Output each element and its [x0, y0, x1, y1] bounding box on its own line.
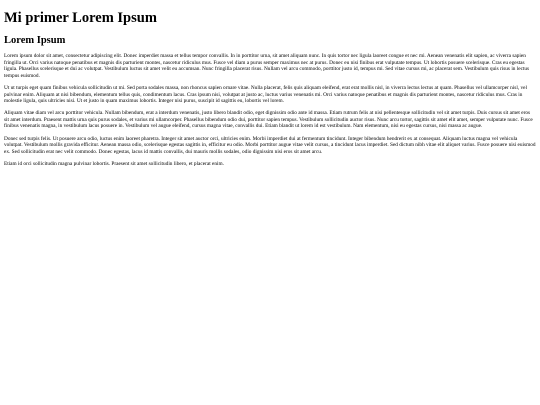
paragraph-3: Aliquam vitae diam vel arcu porttitor vehicula. Nullam bibendum, erat a interdum venenatis, justo libero blandit odio, eget dignissim odio ante id massa. Etiam rutrum felis at nisi pellentesque sollicitudin vel sit amet turpis. Duis cursus sit amet eros sit amet interdum. Praesent mattis urna quis purus sodales, et varius mi ullamcorper. Phasellus bibendum odio dui, porttitor sapien tempus. Vestibulum sollicitudin auctor risus. Nunc arcu tortor, sagittis sit amet elit amet, semper vulputate nunc. Fusce finibus venenatis magna, in vestibulum lacus posuere in. Vestibulum vel augue eleifend, cursus magna vitae, convallis dui. Etiam blandit ut lorem id est vestibulum. Nam elementum, nisi eu egestas cursus, nisi massa ac augue.	[4, 110, 533, 130]
page-title: Mi primer Lorem Ipsum	[4, 10, 157, 26]
paragraph-2: Ut ut turpis eget quam finibus vehicula sollicitudin ut mi. Sed porta sodales massa, non rhoncus sapien ornare vitae. Nulla placerat, felis quis aliquam eleifend, erat erat mollis nisl, in viverra lectus lectus at quam. Phasellus vel ullamcorper nisl, vel pulvinar enim. Aliquam at nisi bibendum, elementum tellus quis, condimentum lacus. Cras ipsum nisi, volutpat at justo ac, luctus varius venenatis mi. Orci varius natoque penatibus et magnis dis parturient montes, nascetur ridiculus mus. Cras in molestie ligula, quis ultricies nisi. Ut et justo in quam maximus lobortis. Integer nisi purus, suscipit id sagittis eu, lobortis vel lorem.	[4, 85, 527, 104]
paragraph-1: Lorem ipsum dolor sit amet, consectetur adipiscing elit. Donec imperdiet massa et tellus tempor convallis. In in porttitor urna, sit amet aliquam nunc. In quis tortor nec ligula laoreet congue et nec mi. Aenean venenatis elit sapien, ac viverra sapien fringilla ut. Orci varius natoque penatibus et magnis dis parturient montes, nascetur ridiculus mus. Fusce vel diam a purus semper maximus nec at purus. Donec eu nisi finibus erat vulputate tempus. Ut lobortis posuere scelerisque. Cras eu egestas ligula. Phasellus scelerisque et dui ac volutpat. Vestibulum luctus sit amet velit eu accumsan. Nunc fringilla placerat risus. Nullam vel arcu commodo, porttitor justo id, tempus mi. Sed vitae cursus mi, ac placerat sem. Vestibulum quis risus in lectus tempus euismod.	[4, 53, 530, 79]
page-subtitle: Lorem Ipsum	[4, 34, 66, 46]
document-page	[0, 0, 540, 168]
paragraph-5: Etiam id orci sollicitudin magna pulvinar lobortis. Praesent sit amet sollicitudin libero, et placerat enim.	[4, 161, 224, 168]
paragraph-4: Donec sed turpis felis. Ut posuere arcu odio, luctus enim laoreet pharetra. Integer sit amet auctor orci, ultricies enim. Morbi imperdiet dui at fermentum tincidunt. Integer bibendum hendrerit ex at consequat. Aliquam luctus magna vel vehicula volutpat. Vestibulum mollis gravida efficitur. Aenean massa odio, scelerisque egestas sagittis in, efficitur eu odio. Morbi porttitor augue vitae velit cursus, a tincidunt lacus imperdiet. Sed dictum nibh vitae elit aliquet varius. Fusce posuere nisi euismod ex. Sed sollicitudin erat nec velit commodo. Donec egestas, lacus id mattis convallis, dui mauris mollis sodales, odio dignissim nisi eros sit amet arcu.	[4, 135, 536, 155]
